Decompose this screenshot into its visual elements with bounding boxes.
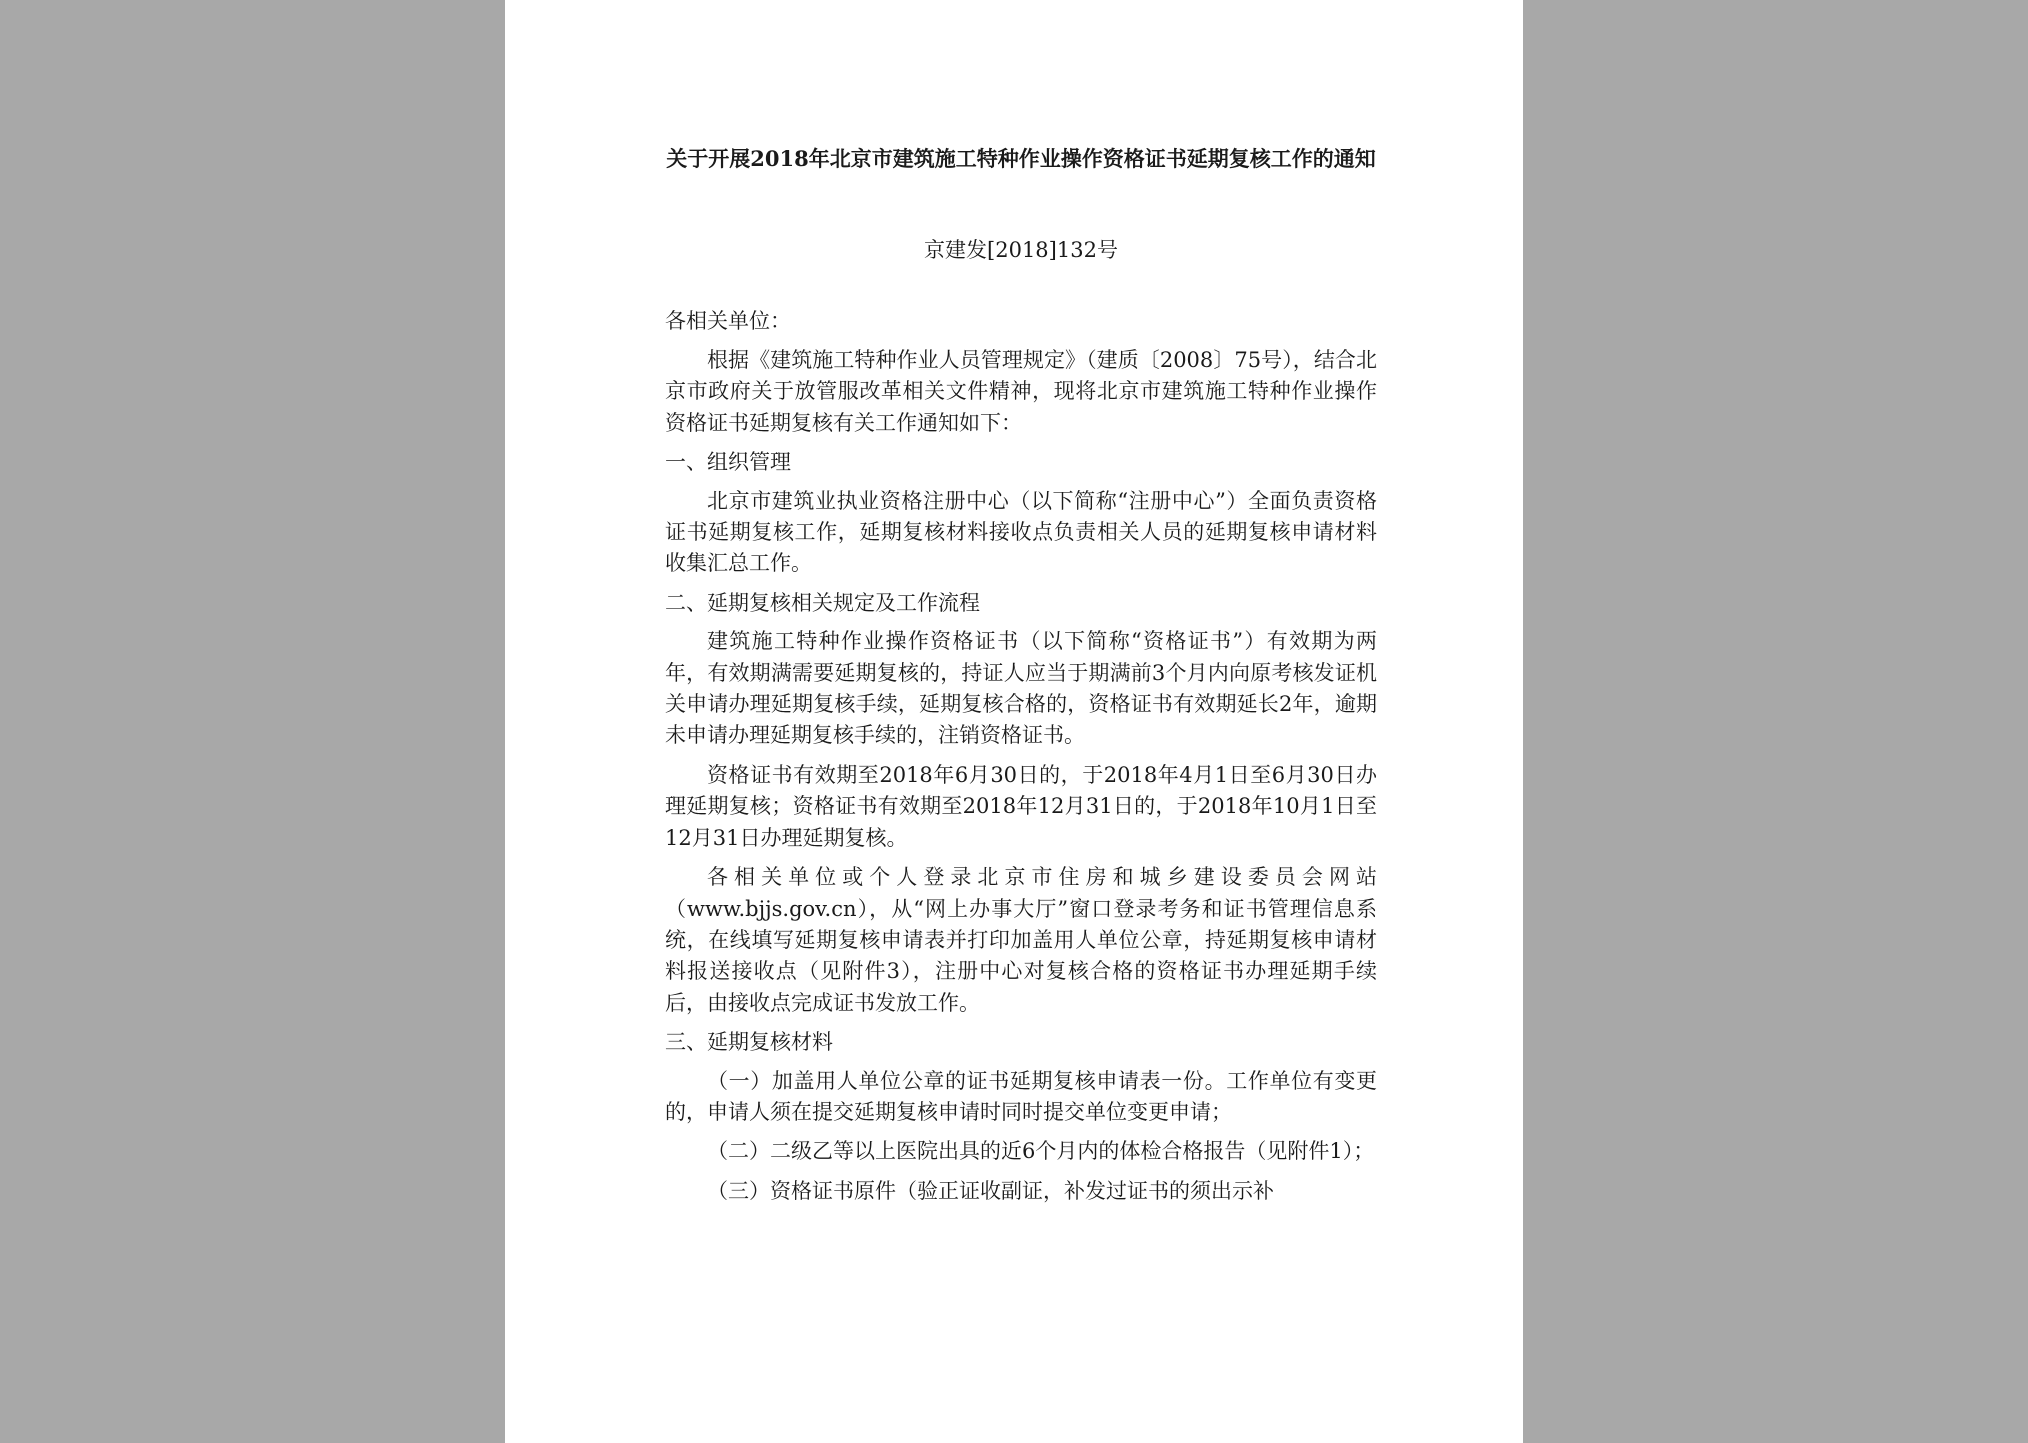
document-page	[505, 0, 1523, 1443]
section-heading: 一、组织管理	[665, 450, 791, 475]
paragraph: （三）资格证书原件（验正证收副证，补发过证书的须出示补	[707, 1178, 1274, 1203]
section-heading: 二、延期复核相关规定及工作流程	[665, 590, 980, 615]
paragraph: （二）二级乙等以上医院出具的近6个月内的体检合格报告（见附件1）；	[707, 1139, 1375, 1164]
section-heading: 三、延期复核材料	[665, 1030, 833, 1055]
document-title: 关于开展2018年北京市建筑施工特种作业操作资格证书延期复核工作的通知	[666, 146, 1376, 171]
document-number: 京建发[2018]132号	[924, 238, 1118, 262]
paragraph: 北京市建筑业执业资格注册中心（以下简称“注册中心”）全面负责资格证书延期复核工作，延期复核材料接收点负责相关人员的延期复核申请材料收集汇总工作。	[665, 488, 1377, 576]
paragraph: （一）加盖用人单位公章的证书延期复核申请表一份。工作单位有变更的，申请人须在提交延期复核申请时同时提交单位变更申请；	[665, 1068, 1377, 1124]
paragraph: 建筑施工特种作业操作资格证书（以下简称“资格证书”）有效期为两年，有效期满需要延期复核的，持证人应当于期满前3个月内向原考核发证机关申请办理延期复核手续，延期复核合格的，资格证书有效期延长2年，逾期未申请办理延期复核手续的，注销资格证书。	[665, 629, 1377, 748]
paragraph: 根据《建筑施工特种作业人员管理规定》（建质〔2008〕75号），结合北京市政府关于放管服改革相关文件精神，现将北京市建筑施工特种作业操作资格证书延期复核有关工作通知如下：	[665, 348, 1377, 435]
document-body	[665, 345, 1377, 1215]
paragraph: 各相关单位或个人登录北京市住房和城乡建设委员会网站（www.bjjs.gov.cn），从“网上办事大厅”窗口登录考务和证书管理信息系统，在线填写延期复核申请表并打印加盖用人单位公章，持延期复核申请材料报送接收点（见附件3），注册中心对复核合格的资格证书办理延期手续后，由接收点完成证书发放工作。	[665, 865, 1377, 1015]
paragraph: 资格证书有效期至2018年6月30日的，于2018年4月1日至6月30日办理延期复核；资格证书有效期至2018年12月31日的，于2018年10月1日至12月31日办理延期复核。	[665, 762, 1377, 850]
salutation: 各相关单位：	[665, 309, 791, 333]
